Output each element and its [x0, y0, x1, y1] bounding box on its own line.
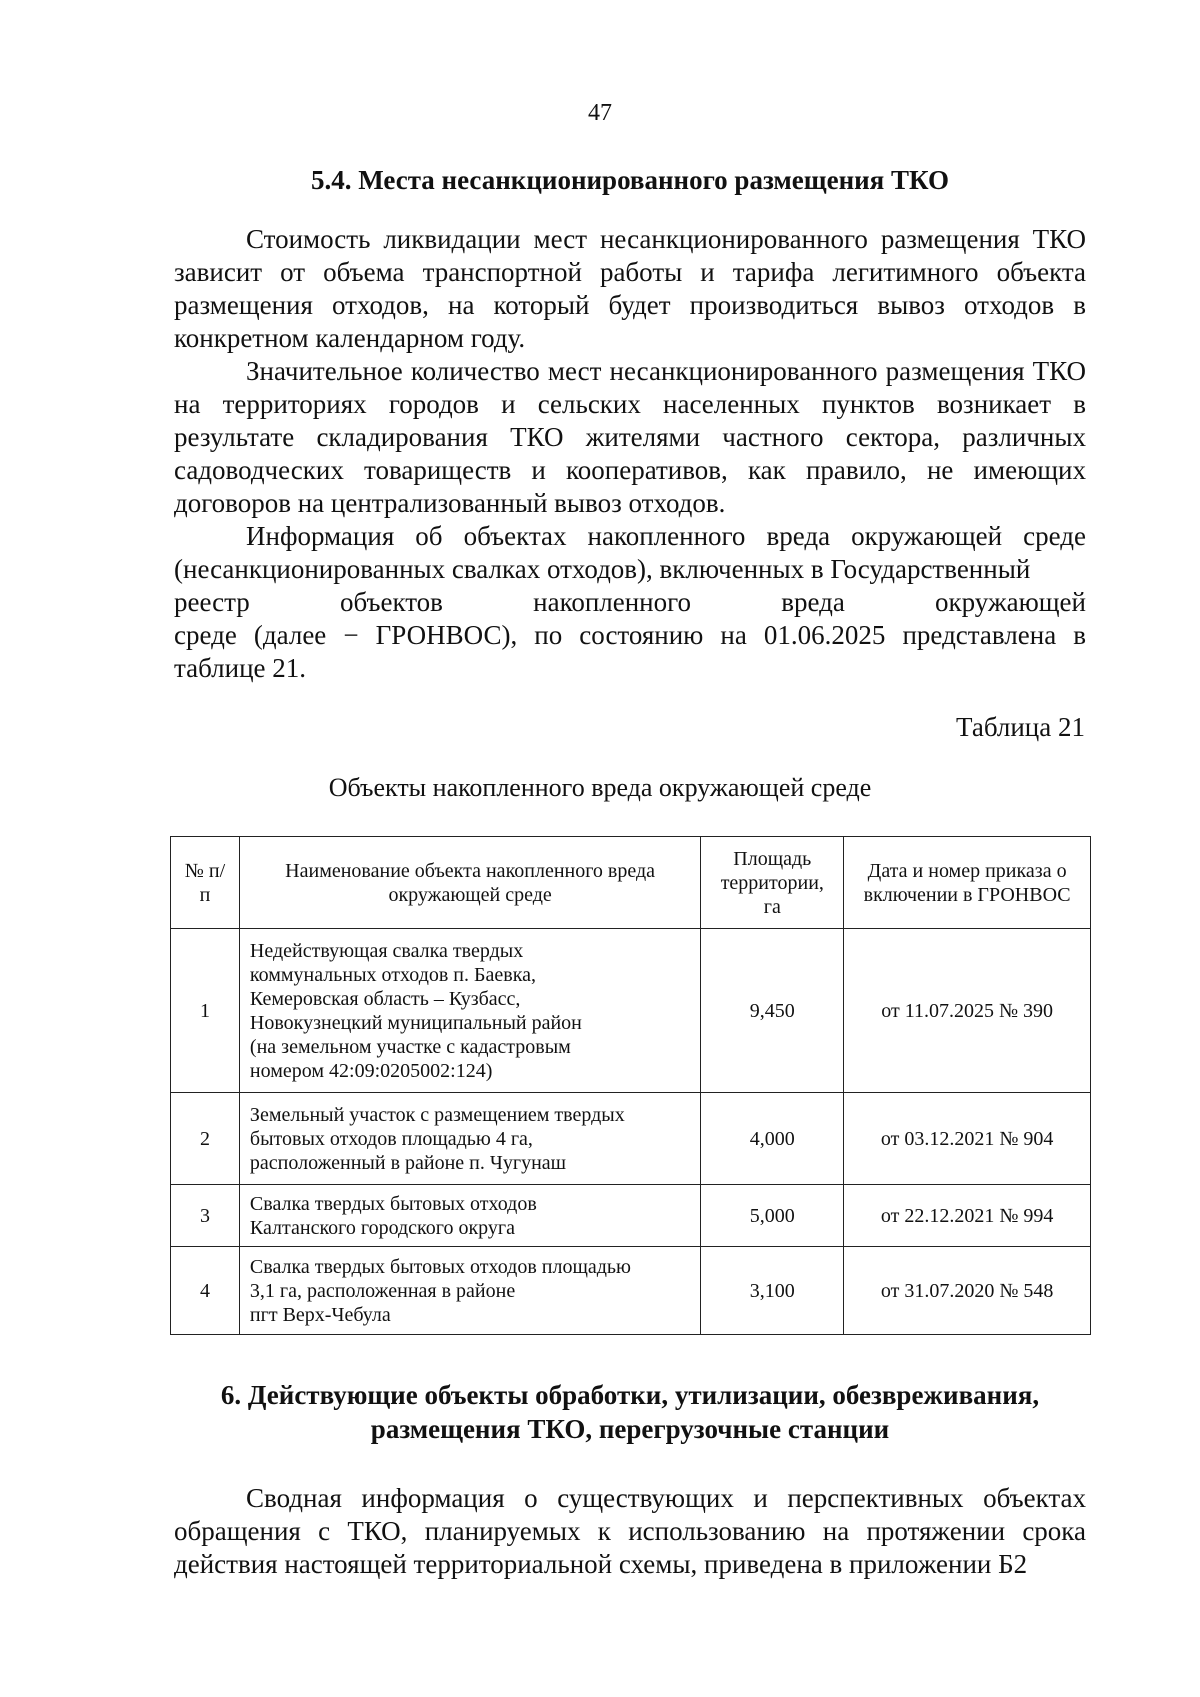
name-line: Кемеровская область – Кузбасс, [249, 987, 521, 1010]
paragraph-summary-info: Сводная информация о существующих и перспективных объектах обращения с ТКО, планируемых к использованию на протяжении срока действия настоящей территориальной схемы, приведена в приложении Б2 [174, 1483, 1086, 1579]
name-line: номером 42:09:0205002:124) [249, 1059, 493, 1082]
table-row [171, 1093, 1091, 1185]
name-line: Свалка твердых бытовых отходов [249, 1192, 537, 1215]
name-line: расположенный в районе п. Чугунаш [249, 1151, 567, 1174]
row-name [239, 929, 700, 1093]
section-6-body [174, 1482, 1086, 1581]
row-name [239, 1185, 700, 1247]
header-name: Наименование объекта накопленного вреда окружающей среде [239, 837, 700, 929]
row-area: 9,450 [701, 929, 844, 1093]
justified-word: окружающей [935, 587, 1086, 617]
section-6-heading-line: размещения ТКО, перегрузочные станции [370, 1414, 890, 1444]
row-area: 4,000 [701, 1093, 844, 1185]
section-6-heading [174, 1378, 1086, 1446]
section-6-heading-line: 6. Действующие объекты обработки, утилизации, обезвреживания, [220, 1380, 1040, 1410]
row-num: 3 [171, 1185, 240, 1247]
row-order: от 11.07.2025 № 390 [844, 929, 1091, 1093]
section-5-4-body [174, 223, 1086, 685]
row-order: от 22.12.2021 № 994 [844, 1185, 1091, 1247]
table-row [171, 1247, 1091, 1335]
table-caption: Объекты накопленного вреда окружающей среде [328, 773, 872, 802]
page-number: 47 [588, 100, 612, 126]
name-line: Недействующая свалка твердых [249, 939, 524, 962]
row-area: 3,100 [701, 1247, 844, 1335]
paragraph-gronvos-part-1: Информация об объектах накопленного вреда окружающей среде (несанкционированных свалках отходов), включенных в Государственный [174, 521, 1086, 584]
paragraph-gronvos-info [174, 520, 1086, 586]
justified-word: объектов [339, 587, 443, 617]
header-order: Дата и номер приказа о включении в ГРОНВОС [844, 837, 1091, 929]
name-line: бытовых отходов площадью 4 га, [249, 1127, 533, 1150]
justified-line [174, 586, 1086, 619]
name-line: (на земельном участке с кадастровым [249, 1035, 571, 1058]
row-num: 1 [171, 929, 240, 1093]
name-line: Калтанского городского округа [249, 1216, 515, 1239]
paragraph-liquidation-cost: Стоимость ликвидации мест несанкционированного размещения ТКО зависит от объема транспортной работы и тарифа легитимного объекта размещения отходов, на который будет производиться вывоз отходов в конкретном календарном году. [174, 224, 1086, 353]
table-row [171, 1185, 1091, 1247]
row-area: 5,000 [701, 1185, 844, 1247]
header-area: Площадь территории, га [701, 837, 844, 929]
paragraph-gronvos-part-2: среде (далее − ГРОНВОС), по состоянию на 01.06.2025 представлена в таблице 21. [174, 620, 1086, 683]
name-line: Свалка твердых бытовых отходов площадью [249, 1255, 631, 1278]
row-num: 4 [171, 1247, 240, 1335]
row-name [239, 1093, 700, 1185]
table-label: Таблица 21 [956, 712, 1085, 742]
name-line: Земельный участок с размещением твердых [249, 1103, 625, 1126]
name-line: пгт Верх-Чебула [249, 1303, 391, 1326]
name-line: коммунальных отходов п. Баевка, [249, 963, 536, 986]
table-row [171, 929, 1091, 1093]
name-line: 3,1 га, расположенная в районе [249, 1279, 516, 1302]
justified-word: накопленного [533, 587, 692, 617]
name-line: Новокузнецкий муниципальный район [249, 1011, 582, 1034]
row-order: от 31.07.2020 № 548 [844, 1247, 1091, 1335]
row-name [239, 1247, 700, 1335]
row-order: от 03.12.2021 № 904 [844, 1093, 1091, 1185]
table-header-row [171, 837, 1091, 929]
justified-word: вреда [781, 587, 845, 617]
justified-word: реестр [174, 587, 250, 617]
accumulated-harm-table [170, 836, 1091, 1335]
section-5-4-heading: 5.4. Места несанкционированного размещения ТКО [311, 165, 949, 195]
header-num: № п/п [171, 837, 240, 929]
paragraph-unauthorized-places: Значительное количество мест несанкционированного размещения ТКО на территориях городов и сельских населенных пунктов возникает в результате складирования ТКО жителями частного сектора, различных садоводческих товариществ и кооперативов, как правило, не имеющих договоров на централизованный вывоз отходов. [174, 356, 1086, 518]
row-num: 2 [171, 1093, 240, 1185]
